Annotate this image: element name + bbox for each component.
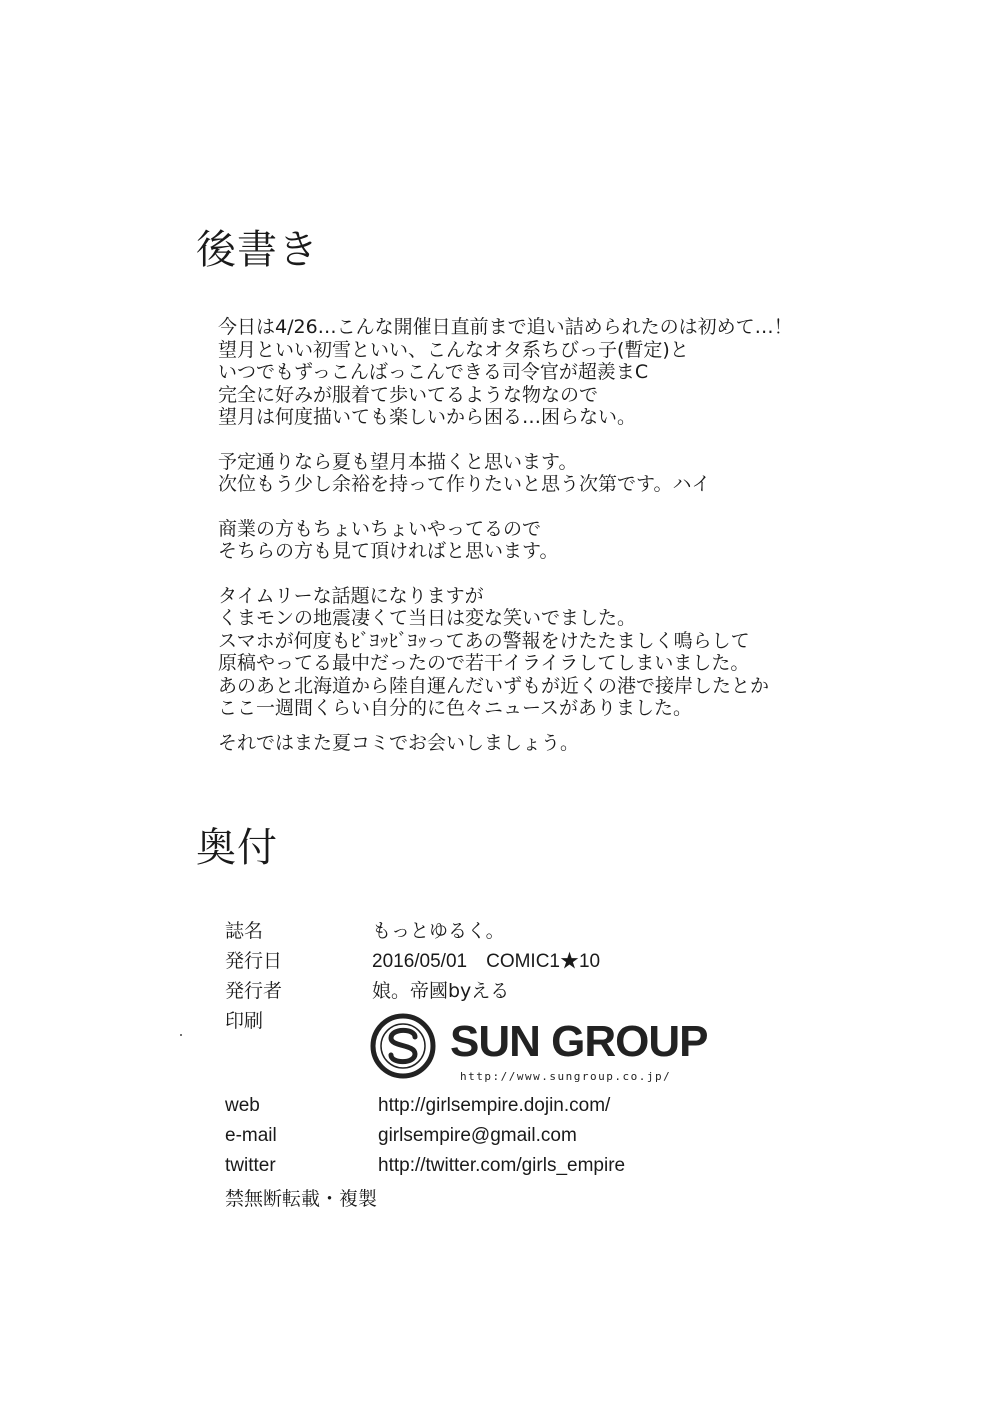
afterword-line: 商業の方もちょいちょいやってるので xyxy=(218,517,542,540)
afterword-line: 今日は4/26…こんな開催日直前まで追い詰められたのは初めて…！ xyxy=(218,316,793,338)
contact-label-web: web xyxy=(225,1095,260,1116)
afterword-paragraph xyxy=(218,451,858,496)
afterword-line: スマホが何度もﾋﾞﾖｯﾋﾞﾖｯってあの警報をけたたましく鳴らして xyxy=(218,629,750,652)
sun-group-logo-icon xyxy=(370,1013,436,1079)
printer-logo-name: SUN GROUP xyxy=(450,1017,708,1066)
afterword-line: くまモンの地震凄くて当日は変な笑いでました。 xyxy=(218,607,637,629)
afterword-line: いつでもずっこんばっこんできる司令官が超羨まC xyxy=(218,361,649,383)
colophon-title: 奥付 xyxy=(196,825,278,871)
colophon-value-title: もっとゆるく。 xyxy=(372,920,505,942)
afterword-line: 望月は何度描いても楽しいから困る…困らない。 xyxy=(218,406,637,428)
printer-logo xyxy=(370,1013,730,1087)
contact-label-twitter: twitter xyxy=(225,1155,276,1176)
colophon-label-publisher: 発行者 xyxy=(225,980,283,1002)
afterword-line: 予定通りなら夏も望月本描くと思います。 xyxy=(218,450,578,473)
colophon-label-date: 発行日 xyxy=(225,950,283,972)
afterword-line: ここ一週間くらい自分的に色々ニュースがありました。 xyxy=(218,697,693,719)
contact-value-email[interactable]: girlsempire@gmail.com xyxy=(378,1125,577,1146)
afterword-line: 望月といい初雪といい、こんなオタ系ちびっ子(暫定)と xyxy=(218,338,689,361)
afterword-body xyxy=(218,316,858,720)
afterword-line: 原稿やってる最中だったので若干イライラしてしまいました。 xyxy=(218,652,750,674)
colophon-value-publisher: 娘。帝國byえる xyxy=(372,980,510,1002)
afterword-line: 完全に好みが服着て歩いてるような物なので xyxy=(218,383,599,406)
contact-value-web[interactable]: http://girlsempire.dojin.com/ xyxy=(378,1095,611,1116)
afterword-line: タイムリーな話題になりますが xyxy=(218,584,484,607)
afterword-paragraph xyxy=(218,585,858,720)
copyright-notice: 禁無断転載・複製 xyxy=(225,1188,378,1210)
contact-value-twitter[interactable]: http://twitter.com/girls_empire xyxy=(378,1155,626,1176)
afterword-line: 次位もう少し余裕を持って作りたいと思う次第です。ハイ xyxy=(218,473,711,495)
contact-label-email: e-mail xyxy=(225,1125,277,1146)
afterword-paragraph xyxy=(218,316,858,429)
afterword-closing: それではまた夏コミでお会いしましょう。 xyxy=(218,732,580,754)
printer-logo-url: http://www.sungroup.co.jp/ xyxy=(460,1070,672,1083)
afterword-paragraph xyxy=(218,518,858,563)
colophon-value-date: 2016/05/01 COMIC1★10 xyxy=(372,951,601,972)
afterword-line: あのあと北海道から陸自運んだいずもが近くの港で接岸したとか xyxy=(218,674,770,697)
colophon-label-printer: 印刷 xyxy=(225,1010,264,1032)
colophon-label-title: 誌名 xyxy=(225,920,264,942)
stray-mark xyxy=(180,1034,182,1036)
afterword-title: 後書き xyxy=(196,227,319,273)
afterword-line: そちらの方も見て頂ければと思います。 xyxy=(218,540,559,562)
